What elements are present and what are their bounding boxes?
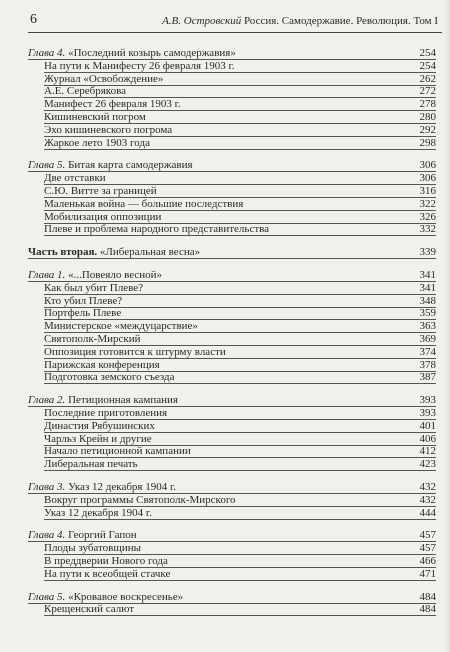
entry-title-text: В преддверии Нового года — [44, 555, 168, 567]
toc-section — [28, 137, 436, 149]
entry-title-text: Плеве и проблема народного представительства — [44, 223, 270, 236]
entry-title-text: Либеральная печать — [44, 458, 138, 471]
running-head-title: Россия. Самодержавие. Революция. Том I — [243, 15, 438, 27]
entry-title-text: Указ 12 декабря 1904 г. — [68, 481, 177, 493]
entry-title-text: Битая карта самодержавия — [68, 159, 193, 172]
toc-part — [28, 246, 436, 258]
row-rule — [44, 615, 436, 616]
toc-page-number: 254 — [419, 59, 436, 72]
toc-page-number: 306 — [419, 172, 436, 185]
toc-page-number: 292 — [419, 123, 436, 136]
toc-section — [28, 282, 436, 294]
entry-title-text: Подготовка земского съезда — [44, 371, 175, 384]
entry-title-text: Жаркое лето 1903 года — [44, 136, 150, 149]
toc-section — [28, 198, 436, 210]
toc-section — [28, 507, 436, 519]
entry-title-text: Две отставки — [44, 172, 106, 185]
toc-section — [28, 494, 436, 506]
toc-page-number: 444 — [419, 506, 436, 519]
toc-page-number: 322 — [419, 197, 436, 210]
entry-title-text: Династия Рябушинских — [44, 419, 155, 432]
toc-section — [28, 458, 436, 470]
toc-section — [28, 371, 436, 383]
toc-section — [28, 320, 436, 332]
entry-title-text: На пути к всеобщей стачке — [44, 567, 171, 580]
toc-entry-title — [44, 603, 134, 615]
toc-page-number: 484 — [419, 603, 436, 616]
toc-section — [28, 111, 436, 123]
chapter-label: Глава 4. — [28, 47, 66, 59]
toc-entry-title — [44, 555, 168, 567]
row-rule — [44, 519, 436, 520]
chapter-label: Глава 5. — [28, 159, 66, 172]
toc-section — [28, 420, 436, 432]
toc-entry-title — [28, 591, 183, 603]
toc-page-number: 348 — [419, 294, 436, 307]
toc-page-number: 262 — [419, 72, 436, 85]
toc-entry-title — [44, 223, 269, 235]
toc-entry-title — [44, 73, 163, 85]
row-rule — [44, 235, 436, 236]
toc-entry-title — [44, 371, 175, 383]
toc-section — [28, 542, 436, 554]
entry-title-text: Министерское «междуцарствие» — [44, 320, 198, 333]
part-label: Часть вторая. — [28, 246, 98, 259]
toc-page-number: 369 — [419, 333, 436, 345]
entry-title-text: Портфель Плеве — [44, 307, 122, 320]
toc-page-number: 432 — [419, 481, 436, 493]
toc-entry-title — [28, 159, 193, 171]
toc-section — [28, 445, 436, 457]
toc-page-number: 457 — [419, 542, 436, 555]
toc-page-number: 332 — [419, 223, 436, 236]
toc-page-number: 359 — [419, 307, 436, 320]
entry-title-text: Кишиневский погром — [44, 111, 146, 123]
entry-title-text: Начало петиционной кампании — [44, 445, 191, 458]
entry-title-text: Как был убит Плеве? — [44, 281, 143, 294]
toc-section — [28, 407, 436, 419]
toc-page-number: 374 — [419, 345, 436, 358]
entry-title-text: Журнал «Освобождение» — [44, 72, 164, 85]
toc-section — [28, 124, 436, 136]
toc-chapter — [28, 529, 436, 541]
toc-page-number: 363 — [419, 320, 436, 333]
toc-page-number: 339 — [419, 246, 436, 259]
toc-entry-title — [44, 320, 198, 332]
toc-entry-title — [44, 568, 170, 580]
toc-page-number: 306 — [419, 159, 436, 172]
toc-entry-title — [44, 185, 157, 197]
toc-entry-title — [44, 98, 181, 110]
toc-chapter — [28, 47, 436, 59]
entry-title-text: Святополк-Мирский — [44, 333, 141, 345]
toc-entry-title — [28, 481, 176, 493]
toc-entry-title — [44, 433, 152, 445]
entry-title-text: Указ 12 декабря 1904 г. — [44, 506, 152, 519]
entry-title-text: Вокруг программы Святополк-Мирского — [44, 493, 236, 506]
toc-section — [28, 211, 436, 223]
chapter-label: Глава 1. — [28, 269, 66, 281]
toc-entry-title — [44, 211, 161, 223]
toc-entry-title — [44, 346, 226, 358]
page-number: 6 — [30, 12, 37, 27]
toc-section — [28, 433, 436, 445]
toc-entry-title — [28, 269, 162, 281]
toc-page-number: 278 — [419, 98, 436, 111]
toc-page-number: 393 — [419, 407, 436, 419]
toc-section — [28, 73, 436, 85]
toc-page-number: 406 — [419, 432, 436, 445]
entry-title-text: Чарльз Крейн и другие — [44, 432, 152, 445]
toc-entry-title — [44, 172, 106, 184]
toc-entry-title — [44, 333, 141, 345]
toc-chapter — [28, 591, 436, 603]
toc-chapter — [28, 159, 436, 171]
toc-section — [28, 295, 436, 307]
toc-section — [28, 223, 436, 235]
row-rule — [44, 470, 436, 471]
entry-title-text: «Либеральная весна» — [99, 246, 201, 259]
toc-page-number: 280 — [419, 111, 436, 123]
entry-title-text: Последние приготовления — [44, 407, 168, 419]
toc-entry-title — [44, 359, 160, 371]
entry-title-text: Крещенский салют — [44, 603, 135, 616]
toc-section — [28, 98, 436, 110]
toc-page-number: 412 — [419, 445, 436, 458]
toc-section — [28, 85, 436, 97]
toc-entry-title — [44, 85, 126, 97]
toc-chapter — [28, 481, 436, 493]
entry-title-text: Оппозиция готовится к штурму власти — [44, 345, 226, 358]
toc-entry-title — [44, 198, 243, 210]
chapter-label: Глава 2. — [28, 394, 66, 407]
toc-entry-title — [44, 60, 235, 72]
toc-page-number: 484 — [419, 590, 436, 603]
entry-title-text: Плоды зубатовщины — [44, 542, 142, 555]
entry-title-text: Петиционная кампания — [68, 394, 178, 407]
entry-title-text: «Последний козырь самодержавия» — [68, 47, 236, 59]
entry-title-text: Кто убил Плеве? — [44, 294, 123, 307]
toc-section — [28, 603, 436, 615]
entry-title-text: Георгий Гапон — [68, 529, 137, 542]
toc-entry-title — [44, 494, 236, 506]
toc-page-number: 341 — [419, 269, 436, 281]
toc-entry-title — [44, 407, 167, 419]
toc-page-number: 298 — [419, 136, 436, 149]
toc-entry-title — [44, 445, 191, 457]
toc-entry-title — [44, 420, 155, 432]
toc-section — [28, 60, 436, 72]
toc-page-number: 378 — [419, 358, 436, 371]
entry-title-text: «...Повеяло весной» — [68, 269, 163, 281]
toc-page-number: 393 — [419, 394, 436, 407]
toc-section — [28, 307, 436, 319]
toc-entry-title — [28, 246, 200, 258]
entry-title-text: Парижская конференция — [44, 358, 160, 371]
toc-section — [28, 172, 436, 184]
toc-entry-title — [44, 124, 172, 136]
toc-section — [28, 359, 436, 371]
toc-page-number: 387 — [419, 371, 436, 384]
toc-section — [28, 346, 436, 358]
entry-title-text: Эхо кишиневского погрома — [44, 123, 173, 136]
toc-page-number: 471 — [419, 567, 436, 580]
toc-chapter — [28, 269, 436, 281]
toc-page-number: 272 — [419, 85, 436, 98]
toc-chapter — [28, 394, 436, 406]
running-head-author: А.В. Островский — [162, 15, 242, 27]
toc-section — [28, 333, 436, 345]
toc-page-number: 401 — [419, 419, 436, 432]
entry-title-text: А.Е. Серебрякова — [44, 85, 127, 98]
toc-entry-title — [44, 542, 141, 554]
entry-title-text: Манифест 26 февраля 1903 г. — [44, 98, 181, 111]
chapter-label: Глава 3. — [28, 481, 66, 493]
entry-title-text: Маленькая война — большие последствия — [44, 197, 244, 210]
row-rule — [44, 580, 436, 581]
toc-entry-title — [28, 394, 178, 406]
toc-section — [28, 185, 436, 197]
toc-entry-title — [44, 282, 143, 294]
toc-entry-title — [44, 307, 121, 319]
toc-entry-title — [44, 458, 138, 470]
entry-title-text: С.Ю. Витте за границей — [44, 185, 157, 197]
toc-entry-title — [44, 507, 152, 519]
toc-entry-title — [28, 47, 236, 59]
toc-page-number: 341 — [419, 281, 436, 294]
toc-page-number: 316 — [419, 185, 436, 197]
toc-page-number: 423 — [419, 458, 436, 471]
toc-entry-title — [44, 111, 146, 123]
toc-page-number: 432 — [419, 493, 436, 506]
toc-page-number: 466 — [419, 555, 436, 567]
toc-entry-title — [44, 137, 150, 149]
toc-page-number: 457 — [419, 529, 436, 542]
toc-page-number: 254 — [419, 47, 436, 59]
toc-entry-title — [28, 529, 137, 541]
toc-section — [28, 568, 436, 580]
entry-title-text: «Кровавое воскресенье» — [68, 590, 184, 603]
entry-title-text: Мобилизация оппозиции — [44, 210, 162, 223]
page-edge-shadow — [444, 0, 450, 652]
row-rule — [44, 383, 436, 384]
row-rule — [28, 258, 436, 259]
chapter-label: Глава 5. — [28, 590, 66, 603]
row-rule — [44, 149, 436, 150]
toc-page-number: 326 — [419, 210, 436, 223]
toc-entry-title — [44, 295, 122, 307]
entry-title-text: На пути к Манифесту 26 февраля 1903 г. — [44, 59, 235, 72]
chapter-label: Глава 4. — [28, 529, 66, 542]
toc-section — [28, 555, 436, 567]
